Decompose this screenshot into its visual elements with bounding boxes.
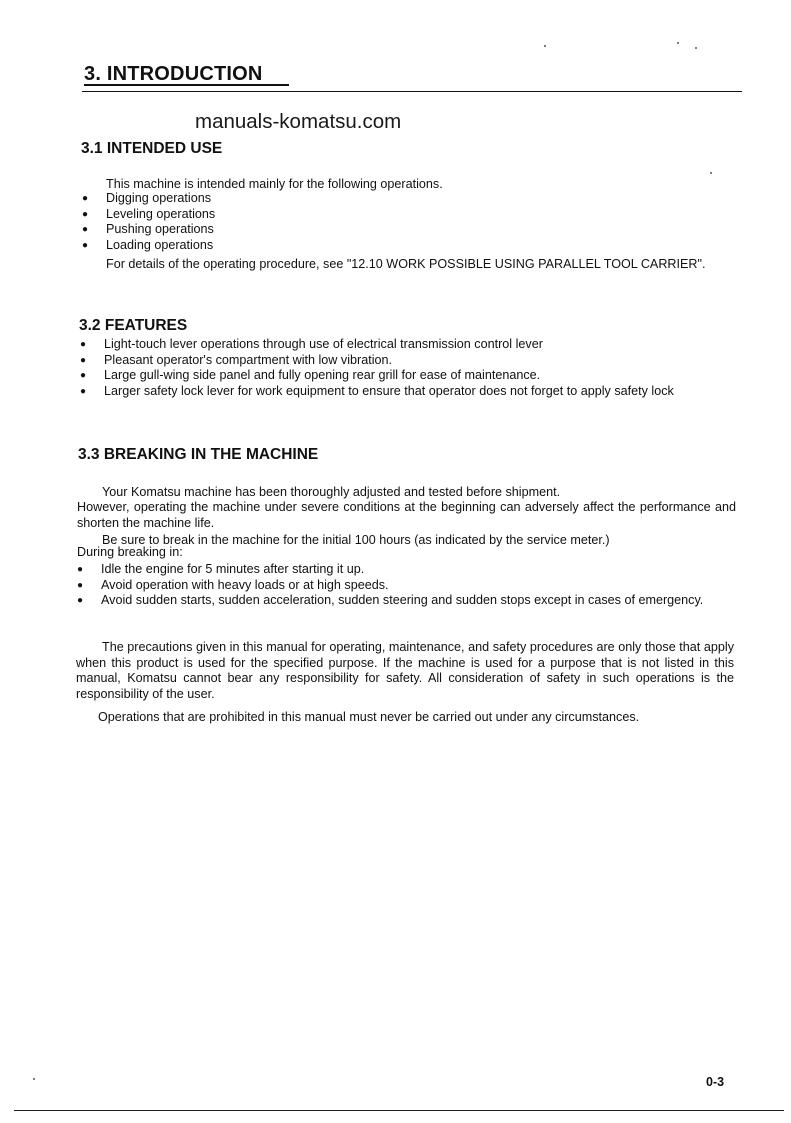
list-item: ● Avoid operation with heavy loads or at high speeds. bbox=[77, 578, 736, 594]
page-number: 0-3 bbox=[706, 1075, 725, 1089]
list-item: ● Leveling operations bbox=[82, 207, 215, 223]
chapter-title-underline bbox=[84, 84, 289, 86]
scan-speck bbox=[695, 47, 697, 49]
list-item: ● Light-touch lever operations through use of electrical transmission control lever bbox=[80, 337, 738, 353]
scan-speck bbox=[33, 1078, 35, 1080]
scan-speck bbox=[677, 42, 679, 44]
section-heading-intended-use: 3.1 INTENDED USE bbox=[81, 140, 223, 157]
breaking-in-para-2: However, operating the machine under severe conditions at the beginning can adversely affect the performance and shorten the machine life. bbox=[77, 500, 736, 530]
list-item: ● Idle the engine for 5 minutes after starting it up. bbox=[77, 562, 736, 578]
features-list bbox=[80, 337, 738, 399]
list-item: ● Avoid sudden starts, sudden acceleration, sudden steering and sudden stops except in cases of emergency. bbox=[77, 593, 736, 609]
list-item: ● Pleasant operator's compartment with low vibration. bbox=[80, 353, 738, 369]
intended-use-list bbox=[82, 191, 215, 253]
list-item: ● Large gull-wing side panel and fully opening rear grill for ease of maintenance. bbox=[80, 368, 738, 384]
list-item: ● Digging operations bbox=[82, 191, 215, 207]
breaking-in-para-1: Your Komatsu machine has been thoroughly adjusted and tested before shipment. bbox=[102, 485, 561, 499]
chapter-title: 3. INTRODUCTION bbox=[84, 63, 263, 85]
watermark-text: manuals-komatsu.com bbox=[195, 110, 402, 133]
precautions-paragraph: The precautions given in this manual for operating, maintenance, and safety procedures are only those that apply when this product is used for the specified purpose. If the machine is used for a purpose that is not listed in this manual, Komatsu cannot bear any responsibility for safety. All consideration of safety in such operations is the responsibility of the user. bbox=[76, 640, 734, 701]
list-item: ● Loading operations bbox=[82, 238, 215, 254]
intended-use-intro: This machine is intended mainly for the following operations. bbox=[106, 177, 443, 191]
scan-speck bbox=[544, 45, 546, 47]
intended-use-note: For details of the operating procedure, see "12.10 WORK POSSIBLE USING PARALLEL TOOL CARRIER". bbox=[106, 257, 706, 271]
breaking-in-list bbox=[77, 562, 736, 609]
prohibited-operations-paragraph: Operations that are prohibited in this manual must never be carried out under any circumstances. bbox=[98, 710, 640, 724]
section-heading-features: 3.2 FEATURES bbox=[79, 317, 188, 334]
list-item: ● Larger safety lock lever for work equipment to ensure that operator does not forget to apply safety lock bbox=[80, 384, 738, 400]
chapter-rule bbox=[82, 91, 742, 92]
footer-rule bbox=[14, 1110, 784, 1111]
breaking-in-para-4: During breaking in: bbox=[77, 545, 183, 559]
list-item: ● Pushing operations bbox=[82, 222, 215, 238]
breaking-in-para-3: Be sure to break in the machine for the initial 100 hours (as indicated by the service meter.) bbox=[102, 533, 610, 547]
scan-speck bbox=[710, 172, 712, 174]
section-heading-breaking-in: 3.3 BREAKING IN THE MACHINE bbox=[78, 446, 319, 463]
